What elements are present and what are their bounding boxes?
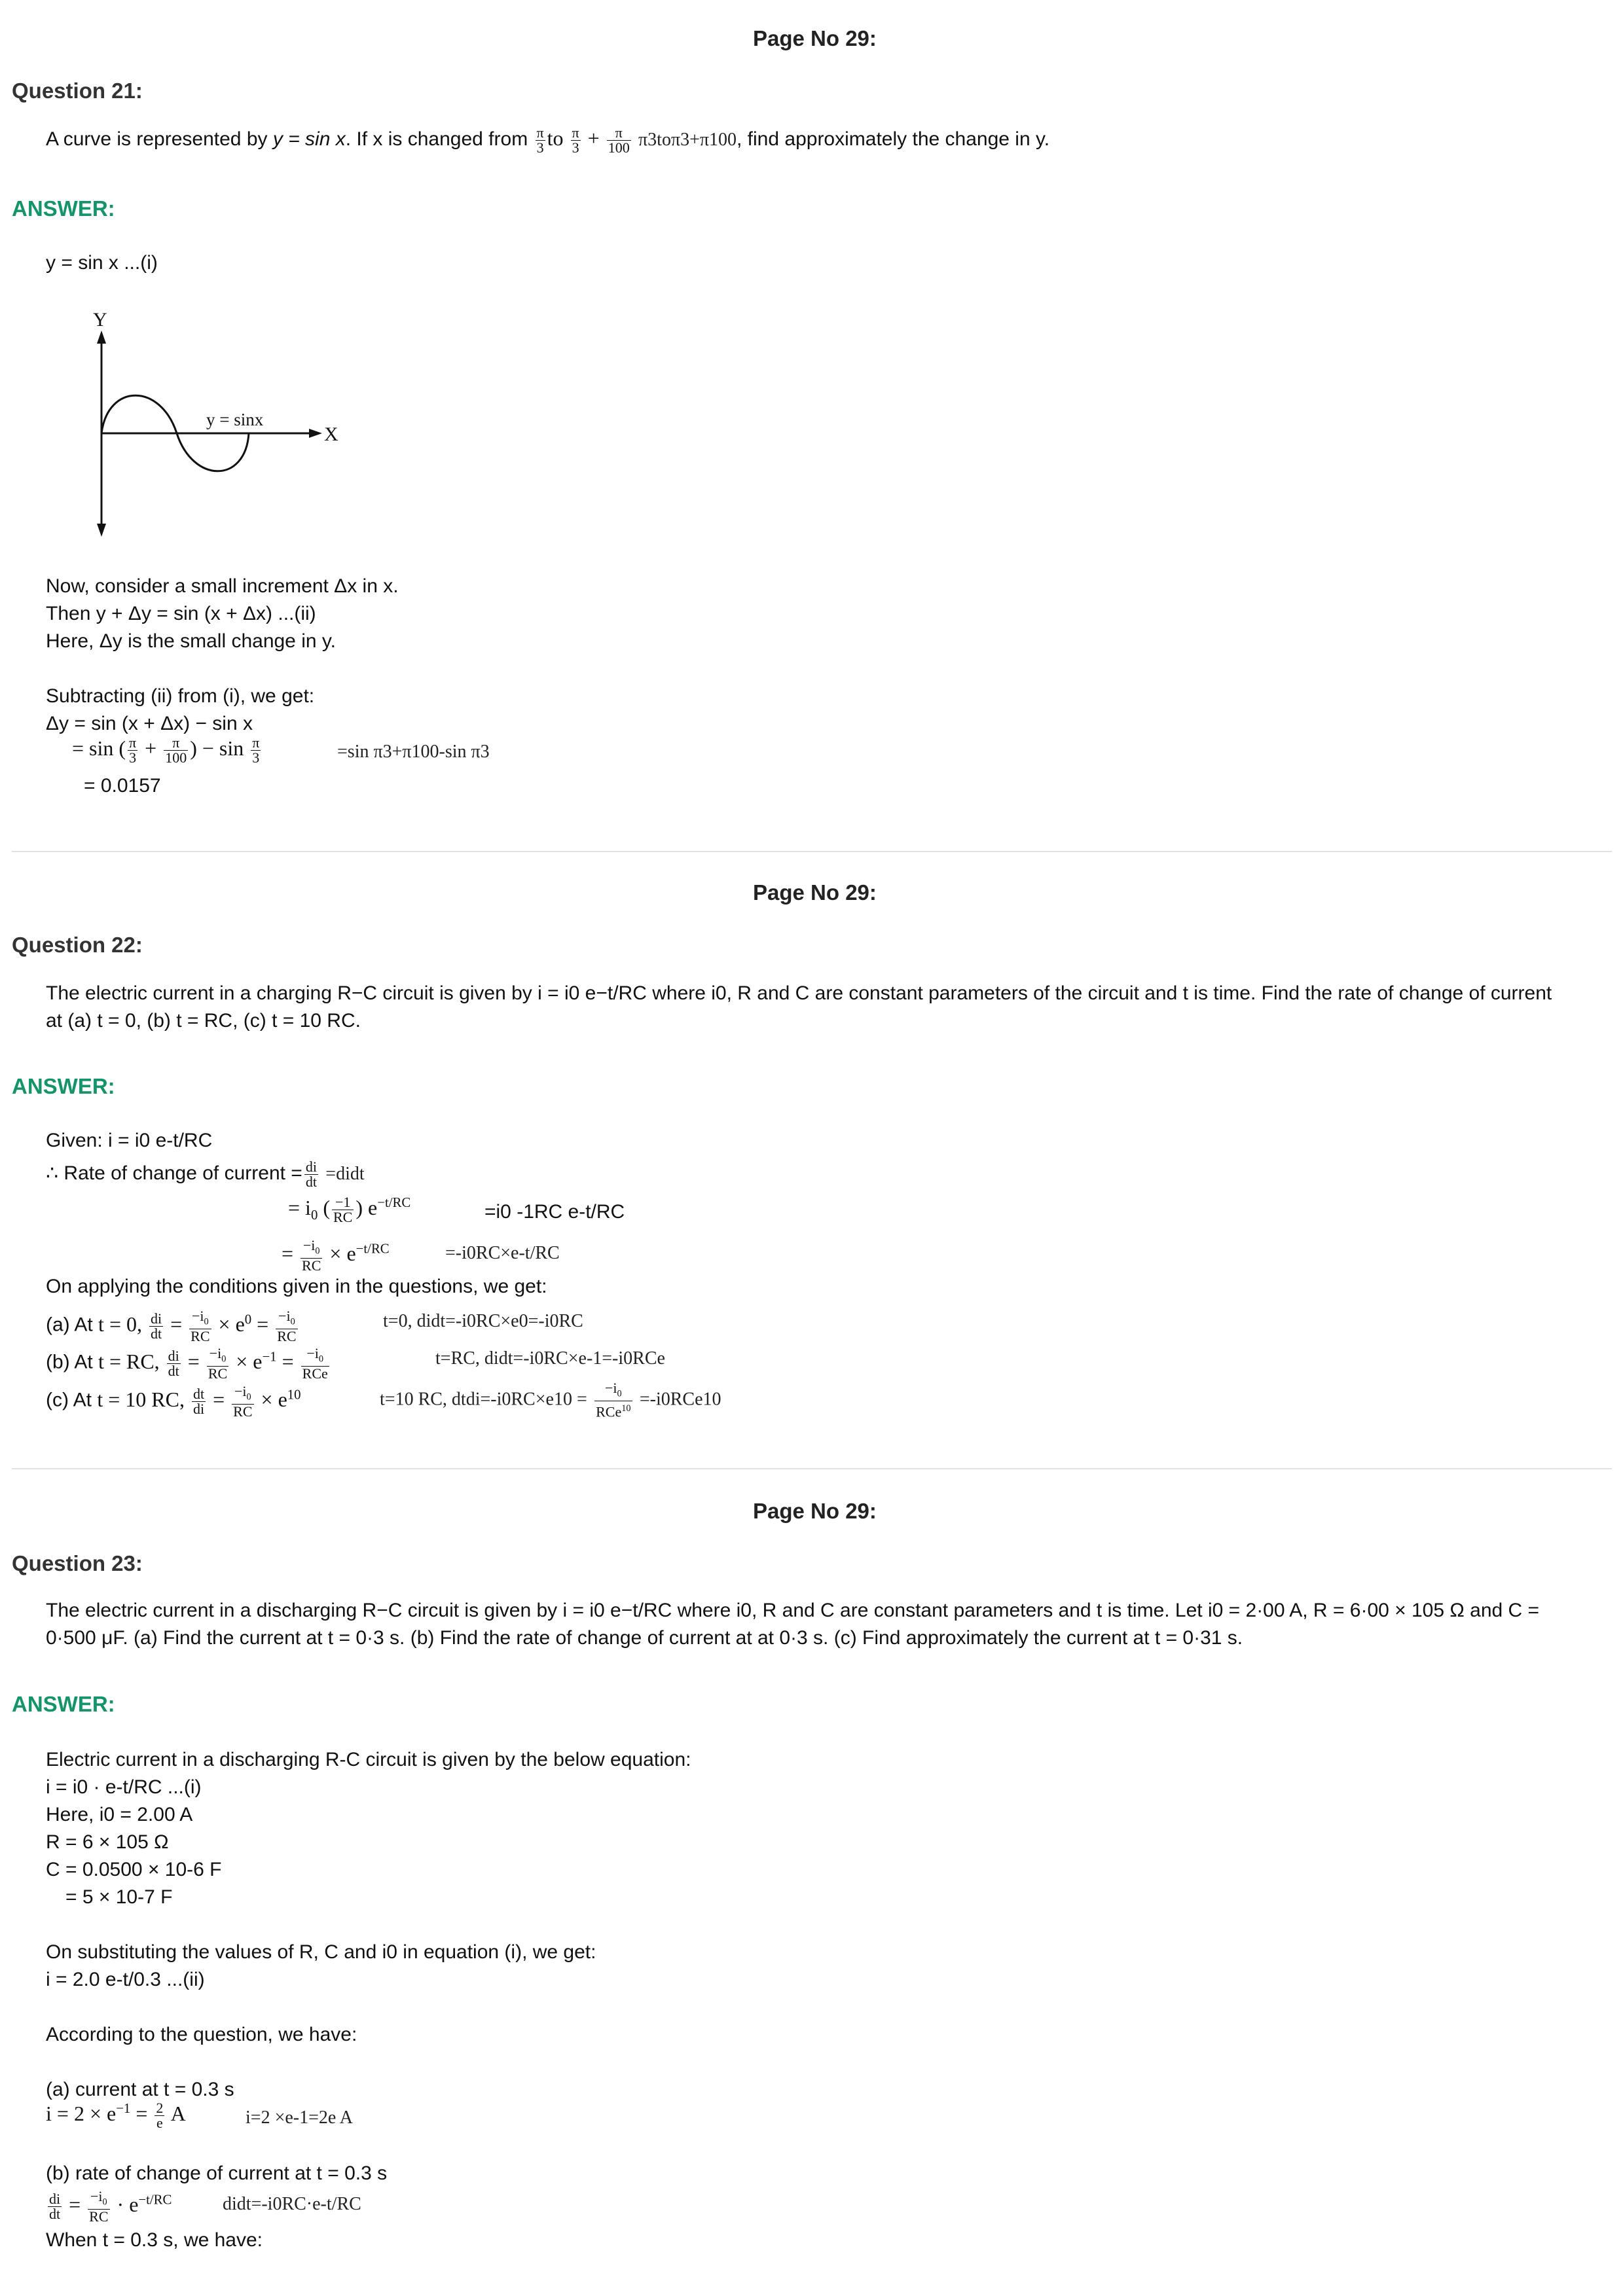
case-b: (b) At t = RC, $\frac{di}{dt}$ = $\frac{-i_0}{RC}$ × $e^{-1}$ = $\frac{-i_0}{\text{RCe}}$: [46, 1344, 328, 1382]
y-axis-arrow: [97, 331, 106, 344]
result-value: = 0.0157: [84, 775, 161, 797]
math-expression: = $\frac{-i_0}{RC}$ × $e^{-t/RC}$: [282, 1237, 390, 1274]
x-axis-arrow: [309, 429, 322, 438]
curve-label: y = sinx: [206, 410, 264, 429]
text-line: = 5 × 10-7 F: [65, 1886, 173, 1908]
text-line: i = i0 · e-t/RC ...(i): [46, 1776, 202, 1798]
x-axis-label: X: [324, 423, 338, 445]
text-line: On substituting the values of R, C and i0 in equation (i), we get:: [46, 1941, 596, 1963]
math-alt-text: t=0, didt=-i0RC×e0=-i0RC: [383, 1311, 583, 1331]
fraction-expression: $\frac{\pi}{3}$ to $\frac{\pi}{3}$ + $\frac{\pi}{100}$: [536, 124, 630, 156]
text-line: (a) current at t = 0.3 s: [46, 2079, 234, 2100]
text-line: Given: i = i0 e-t/RC: [46, 1130, 213, 1151]
page-number: Page No 29:: [753, 1499, 877, 1523]
question-text: A curve is represented by y = sin x. If x is changed from $\frac{\pi}{3}$ to $\frac{\pi}{3}$ + $\frac{\pi}{100}$ π3toπ3+π100, find approximately the change in y.: [46, 124, 1050, 156]
case-c: (c) At t = 10 RC, $\frac{dt}{di}$ = $\frac{-i_0}{RC}$ × $e^{10}$: [46, 1382, 301, 1420]
math-expression: $\frac{di}{dt}$ = $\frac{-i_0}{RC}$ · $e^{-t/RC}$: [49, 2188, 172, 2225]
text-line: (b) rate of change of current at t = 0.3 s: [46, 2162, 388, 2184]
y-axis-label: Y: [93, 309, 107, 331]
text-line: Subtracting (ii) from (i), we get:: [46, 685, 315, 707]
text-line: ∴ Rate of change of current = $\frac{di}{dt}$ =didt: [46, 1158, 365, 1191]
text-line: C = 0.0500 × 10-6 F: [46, 1859, 222, 1880]
question-text: The electric current in a charging R−C circuit is given by i = i0 e−t/RC where i0, R and C are constant parameters of the circuit and t is time. Find the rate of change of current: [46, 982, 1552, 1004]
text-line: Δy = sin (x + Δx) − sin x: [46, 713, 253, 734]
text-line: Here, Δy is the small change in y.: [46, 630, 336, 652]
text-line: i = 2.0 e-t/0.3 ...(ii): [46, 1969, 205, 1990]
question-text: 0·500 μF. (a) Find the current at t = 0·3 s. (b) Find the rate of change of current at at 0·3 s. (c) Find approximately the current at t = 0·31 s.: [46, 1627, 1243, 1649]
math-alt-text: didt=-i0RC·e-t/RC: [223, 2194, 361, 2214]
section-divider: [12, 1468, 1612, 1469]
math-expression: = sin ( $\frac{\pi}{3}$ + $\frac{\pi}{100}$ ) − sin $\frac{\pi}{3}$: [72, 734, 260, 766]
case-a: (a) At t = 0, $\frac{di}{dt}$ = $\frac{-i_0}{RC}$ × $e^0$ = $\frac{-i_0}{RC}$: [46, 1307, 297, 1344]
y-axis-arrow-down: [97, 524, 106, 537]
text-line: According to the question, we have:: [46, 2024, 357, 2045]
math-alt-text: i=2 ×e-1=2e A: [246, 2108, 354, 2128]
math-alt-text: =-i0RC×e-t/RC: [445, 1243, 560, 1263]
text-line: Here, i0 = 2.00 A: [46, 1804, 193, 1825]
case-c-alt: t=10 RC, dtdi=-i0RC×e10 = $\frac{-i_0}{RCe^{10}}$ =-i0RCe10: [380, 1380, 721, 1420]
math-expression: = $i_0$ ( $\frac{-1}{RC}$ ) $e^{-t/RC}$: [288, 1194, 411, 1225]
question-heading: Question 22:: [12, 933, 143, 957]
text-line: Then y + Δy = sin (x + Δx) ...(ii): [46, 603, 316, 624]
answer-heading: ANSWER:: [12, 196, 115, 221]
text-line: R = 6 × 105 Ω: [46, 1831, 169, 1853]
text-line: Electric current in a discharging R-C circuit is given by the below equation:: [46, 1749, 691, 1770]
question-text: The electric current in a discharging R−C circuit is given by i = i0 e−t/RC where i0, R and C are constant parameters and t is time. Let i0 = 2·00 A, R = 6·00 × 105 Ω and C =: [46, 1600, 1540, 1621]
math-expression: $i = 2 \times e^{-1}$ = $\frac{2}{e}$ A: [46, 2100, 186, 2131]
page-number: Page No 29:: [753, 26, 877, 50]
math-alt-text: t=RC, didt=-i0RC×e-1=-i0RCe: [435, 1348, 665, 1369]
question-text: at (a) t = 0, (b) t = RC, (c) t = 10 RC.: [46, 1010, 361, 1031]
math-alt-text: =sin π3+π100-sin π3: [337, 742, 490, 762]
question-heading: Question 23:: [12, 1551, 143, 1575]
sine-graph: [79, 308, 354, 543]
section-divider: [12, 851, 1612, 852]
page-number: Page No 29:: [753, 880, 877, 905]
question-heading: Question 21:: [12, 79, 143, 103]
equation-line: y = sin x ...(i): [46, 252, 158, 274]
text-line: When t = 0.3 s, we have:: [46, 2229, 263, 2251]
text-line: On applying the conditions given in the questions, we get:: [46, 1276, 547, 1297]
text-line: Now, consider a small increment Δx in x.: [46, 575, 399, 597]
math-alt-text: =i0 -1RC e-t/RC: [484, 1201, 625, 1223]
answer-heading: ANSWER:: [12, 1692, 115, 1716]
answer-heading: ANSWER:: [12, 1074, 115, 1098]
